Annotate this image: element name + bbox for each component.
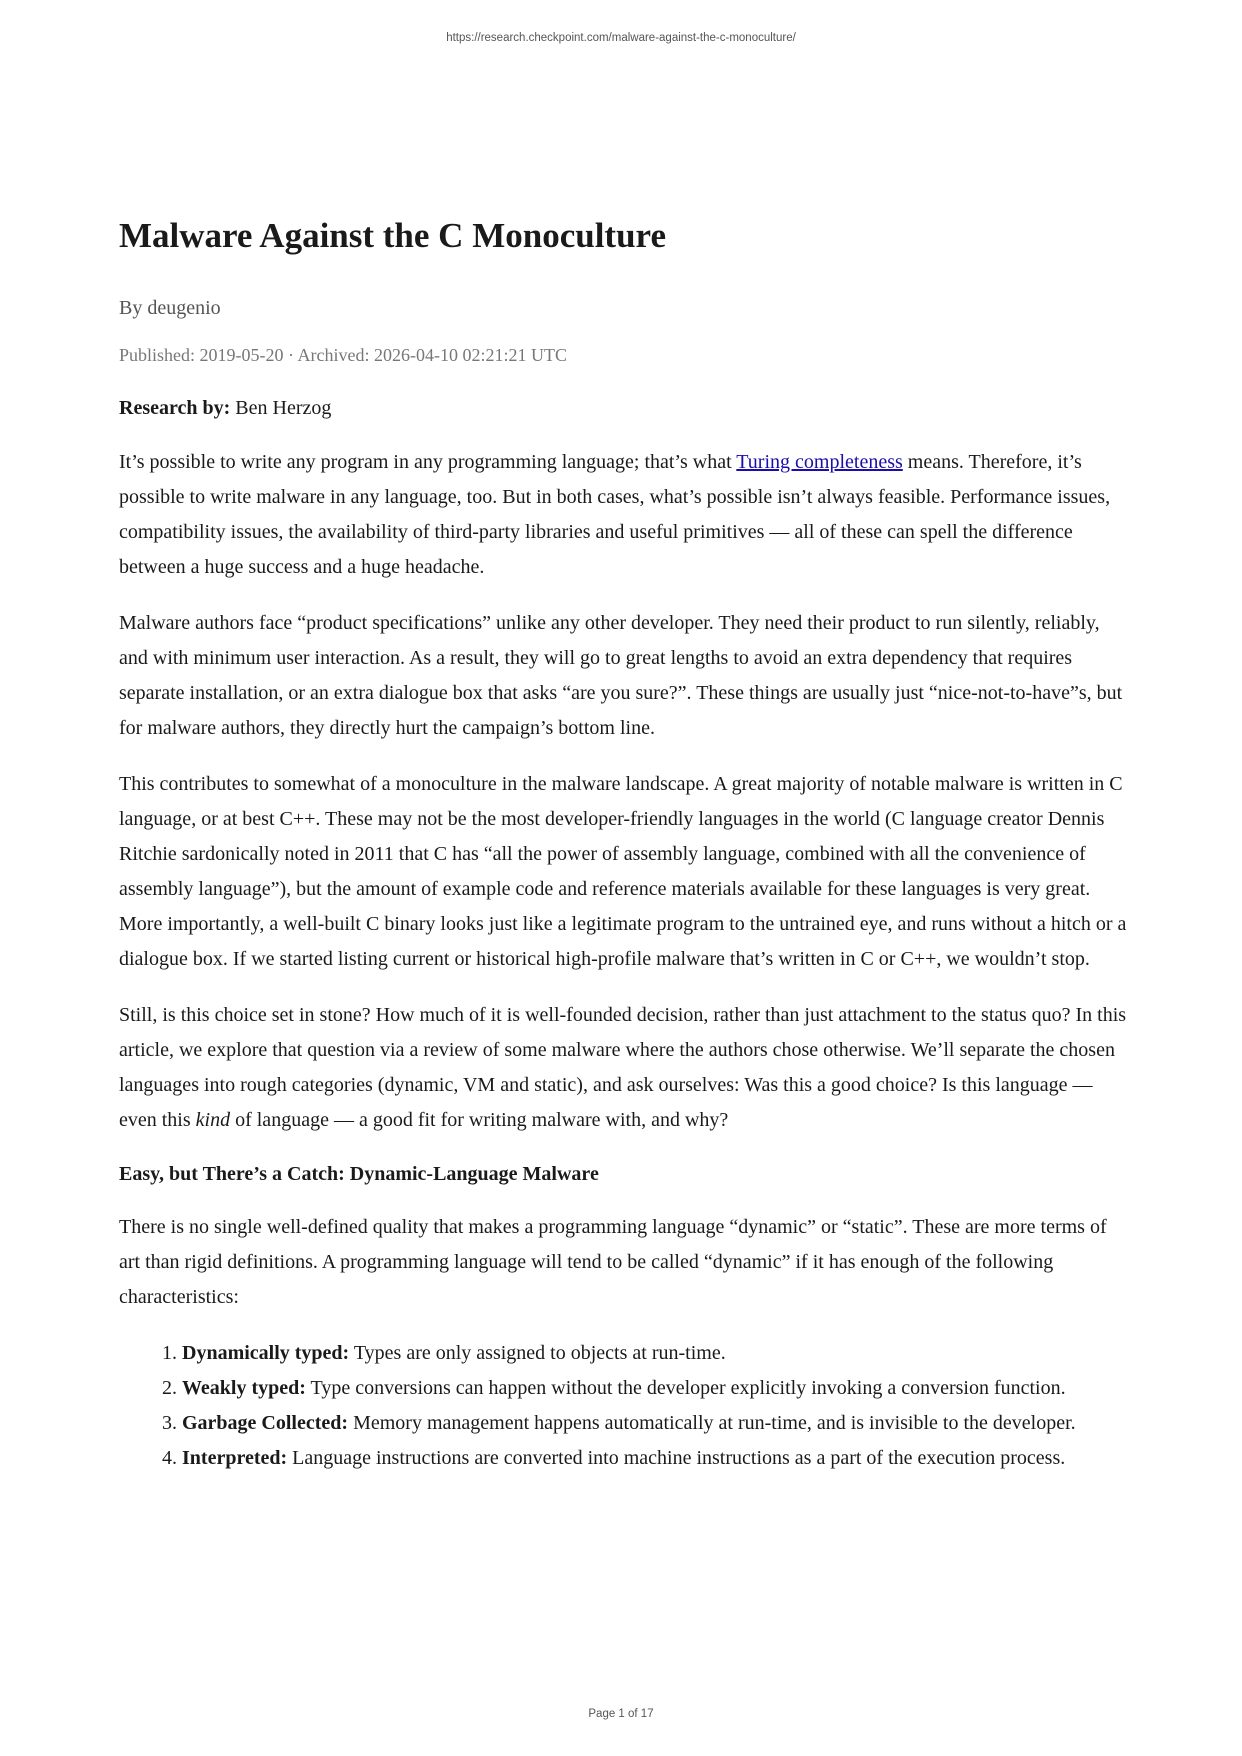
article-title: Malware Against the C Monoculture bbox=[119, 216, 666, 255]
characteristics-list bbox=[119, 1336, 1129, 1476]
paragraph-intro bbox=[119, 445, 1129, 585]
paragraph-text: means. Therefore, it’s possible to write malware in any language, too. But in both cases, what’s possible isn’t always feasible. Performance issues, compatibility issues, the availability of third-party libraries and useful primitives — all of these can spell the difference between a huge success and a huge headache. bbox=[119, 451, 1111, 578]
research-author: Ben Herzog bbox=[230, 397, 332, 419]
list-item-desc: Types are only assigned to objects at run-time. bbox=[349, 1342, 726, 1364]
list-item-term: Weakly typed: bbox=[182, 1377, 306, 1399]
list-item-term: Dynamically typed: bbox=[182, 1342, 350, 1364]
list-item-term: Garbage Collected: bbox=[182, 1412, 349, 1434]
list-item-desc: Language instructions are converted into machine instructions as a part of the execution process. bbox=[287, 1447, 1066, 1469]
list-item bbox=[182, 1371, 1129, 1406]
section-heading-dynamic: Easy, but There’s a Catch: Dynamic-Language Malware bbox=[119, 1163, 599, 1185]
list-item-desc: Memory management happens automatically at run-time, and is invisible to the developer. bbox=[348, 1412, 1076, 1434]
turing-completeness-link[interactable]: Turing completeness bbox=[736, 451, 903, 473]
list-item bbox=[182, 1336, 1129, 1371]
research-credit bbox=[119, 391, 1129, 426]
paragraph-monoculture: This contributes to somewhat of a monoculture in the malware landscape. A great majority of notable malware is written in C language, or at best C++. These may not be the most developer-friendly languages in the world (C language creator Dennis Ritchie sardonically noted in 2011 that C has “all the power of assembly language, combined with all the convenience of assembly language”), but the amount of example code and reference materials available for these languages is very great. More importantly, a well-built C binary looks just like a legitimate program to the untrained eye, and runs without a hitch or a dialogue box. If we started listing current or historical high-profile malware that’s written in C or C++, we wouldn’t stop. bbox=[119, 773, 1127, 970]
page-url-header: https://research.checkpoint.com/malware-against-the-c-monoculture/ bbox=[446, 32, 796, 44]
paragraph-question bbox=[119, 998, 1129, 1138]
list-item-term: Interpreted: bbox=[182, 1447, 288, 1469]
paragraph-text: Still, is this choice set in stone? How much of it is well-founded decision, rather than just attachment to the status quo? In this article, we explore that question via a review of some malware where the authors chose otherwise. We’ll separate the chosen languages into rough categories (dynamic, VM and static), and ask ourselves: Was this a good choice? Is this language — even this bbox=[119, 1004, 1127, 1131]
emphasis-kind: kind bbox=[195, 1109, 231, 1131]
paragraph-dynamic-definition: There is no single well-defined quality that makes a programming language “dynamic” or “static”. These are more terms of art than rigid definitions. A programming language will tend to be called “dynamic” if it has enough of the following characteristics: bbox=[119, 1216, 1107, 1308]
article-content bbox=[119, 212, 1129, 1476]
article-dates: Published: 2019-05-20 · Archived: 2026-04-10 02:21:21 UTC bbox=[119, 345, 567, 365]
page-number: Page 1 of 17 bbox=[588, 1708, 654, 1720]
paragraph-product-specs: Malware authors face “product specifications” unlike any other developer. They need their product to run silently, reliably, and with minimum user interaction. As a result, they will go to great lengths to avoid an extra dependency that requires separate installation, or an extra dialogue box that asks “are you sure?”. These things are usually just “nice-not-to-have”s, but for malware authors, they directly hurt the campaign’s bottom line. bbox=[119, 612, 1123, 739]
list-item bbox=[182, 1441, 1129, 1476]
article-byline: By deugenio bbox=[119, 297, 221, 319]
paragraph-text: It’s possible to write any program in any programming language; that’s what bbox=[119, 451, 737, 473]
paragraph-text: of language — a good fit for writing malware with, and why? bbox=[230, 1109, 729, 1131]
list-item bbox=[182, 1406, 1129, 1441]
research-label: Research by: bbox=[119, 397, 231, 419]
list-item-desc: Type conversions can happen without the developer explicitly invoking a conversion function. bbox=[305, 1377, 1066, 1399]
